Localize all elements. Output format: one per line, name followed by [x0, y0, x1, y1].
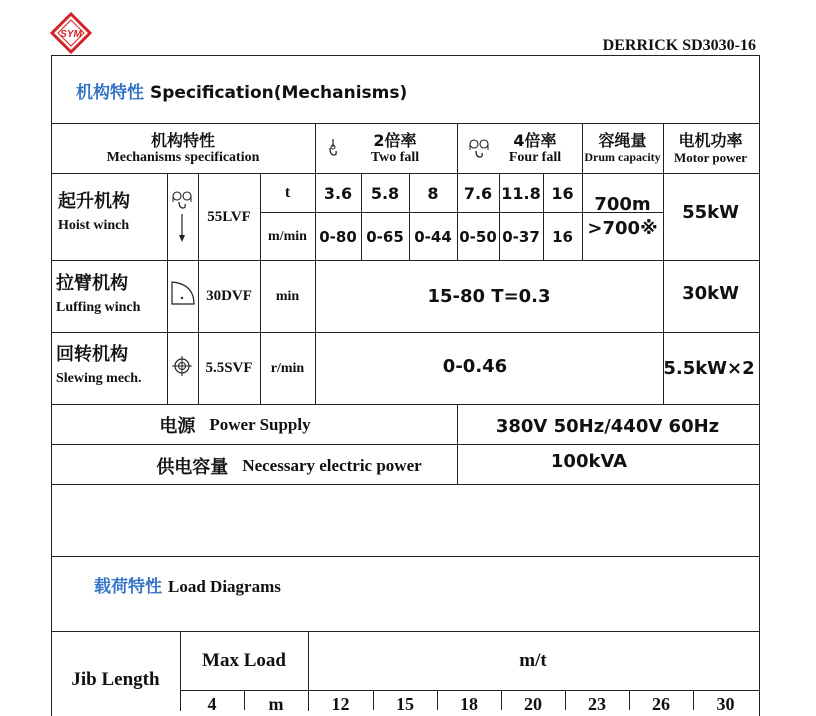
load-section-title: [94, 572, 281, 597]
luffing-name-cn: 拉臂机构: [56, 273, 128, 294]
header-two-fall: [345, 124, 445, 173]
single-hook-icon: [326, 138, 340, 160]
model-number: DERRICK SD3030-16: [602, 37, 756, 54]
slewing-icon: [171, 355, 193, 377]
power-supply-en: Power Supply: [209, 415, 311, 434]
hoist-load: 8: [427, 183, 439, 203]
rule: [315, 123, 316, 173]
rule: [167, 173, 168, 404]
load-row-cell: 18: [460, 693, 478, 714]
header-four-fall-en: Four fall: [508, 149, 562, 165]
luffing-name-en: Luffing winch: [56, 300, 141, 315]
hoist-speed: 0-44: [414, 227, 452, 246]
power-supply-value: 380V 50Hz/440V 60Hz: [495, 415, 720, 437]
luffing-winch-icon: [170, 280, 196, 306]
luffing-unit: min: [275, 288, 300, 304]
spec-title-cn: 机构特性: [76, 83, 144, 103]
header-two-fall-cn: 2倍率: [373, 130, 417, 150]
header-four-fall-cn: 4倍率: [513, 130, 557, 150]
power-supply-cn: 电源: [159, 416, 196, 437]
header-drum-capacity: [582, 124, 663, 173]
load-row-cell: 30: [716, 693, 735, 714]
hoist-drum-capacity: [582, 174, 663, 260]
luffing-value: 15-80 T=0.3: [427, 286, 551, 307]
header-motor-cn: 电机功率: [678, 130, 743, 150]
slewing-name-cn: 回转机构: [56, 344, 128, 365]
load-row-cell: 12: [331, 693, 350, 714]
header-motor-power: [663, 124, 758, 173]
rule: [51, 556, 759, 557]
spec-section-title: [76, 78, 407, 103]
load-unit-label: m/t: [519, 650, 547, 671]
luffing-motor-power: 30kW: [682, 283, 739, 304]
sym-logo: [50, 12, 92, 54]
necessary-power-value: 100kVA: [550, 451, 628, 472]
header-four-fall: [490, 124, 580, 173]
hoist-load: 11.8: [501, 183, 541, 203]
hoist-speed: 0-65: [366, 227, 404, 246]
load-title-cn: 载荷特性: [94, 577, 162, 597]
hoist-unit-t: t: [284, 184, 291, 201]
header-mech-en: Mechanisms specification: [106, 149, 260, 165]
rule: [457, 123, 458, 173]
jib-length-label: Jib Length: [71, 669, 160, 690]
slewing-label: [56, 343, 142, 391]
necessary-power-label: [120, 445, 458, 487]
luffing-label: [56, 272, 140, 320]
load-row-cell: 15: [396, 693, 414, 714]
spec-title-en: Specification(Mechanisms): [150, 83, 408, 103]
load-row-cell: 26: [652, 693, 670, 714]
slewing-code: 5.5SVF: [205, 360, 253, 376]
slewing-name-en: Slewing mech.: [56, 371, 142, 386]
header-two-fall-en: Two fall: [370, 149, 420, 165]
header-drum-en: Drum capacity: [584, 149, 661, 164]
load-row-cell: 20: [524, 693, 542, 714]
header-drum-cn: 容绳量: [598, 130, 647, 150]
hoist-speed: 0-80: [319, 227, 357, 246]
load-row-cell: 23: [588, 693, 606, 714]
logo-text: SYM: [60, 29, 82, 40]
header-motor-en: Motor power: [673, 149, 748, 165]
hoist-load: 3.6: [323, 183, 353, 203]
hoist-load: 5.8: [370, 183, 400, 203]
necessary-power-cn: 供电容量: [156, 457, 229, 478]
load-row-cell: m: [268, 693, 284, 714]
necessary-power-en: Necessary electric power: [242, 456, 422, 475]
hoist-winch-icon: [171, 190, 193, 244]
hoist-label: [58, 190, 130, 238]
rule: [180, 690, 759, 691]
header-mech-cn: 机构特性: [150, 130, 215, 150]
power-supply-label: [120, 405, 350, 445]
double-hook-icon: [468, 138, 490, 160]
drum-capacity-value: 700m: [594, 194, 651, 215]
load-row-cell: 4: [207, 693, 217, 714]
hoist-name-en: Hoist winch: [58, 218, 130, 233]
hoist-load: 7.6: [463, 183, 493, 203]
slewing-motor-power: 5.5kW×2: [663, 358, 755, 379]
hoist-code: 55LVF: [207, 208, 251, 225]
drum-capacity-note: >700※: [587, 218, 658, 239]
hoist-name-cn: 起升机构: [58, 191, 130, 212]
max-load-label: Max Load: [202, 650, 286, 671]
luffing-code: 30DVF: [206, 288, 252, 304]
hoist-speed: 0-50: [459, 227, 497, 246]
hoist-motor-power: 55kW: [682, 201, 739, 223]
hoist-load: 16: [551, 183, 574, 203]
hoist-speed: 16: [552, 227, 573, 246]
hoist-unit-speed: m/min: [268, 228, 307, 244]
load-title-en: Load Diagrams: [168, 577, 281, 596]
header-mechanisms: [51, 124, 315, 173]
slewing-unit: r/min: [270, 360, 305, 376]
slewing-value: 0-0.46: [442, 356, 508, 377]
hoist-speed: 0-37: [502, 227, 540, 246]
